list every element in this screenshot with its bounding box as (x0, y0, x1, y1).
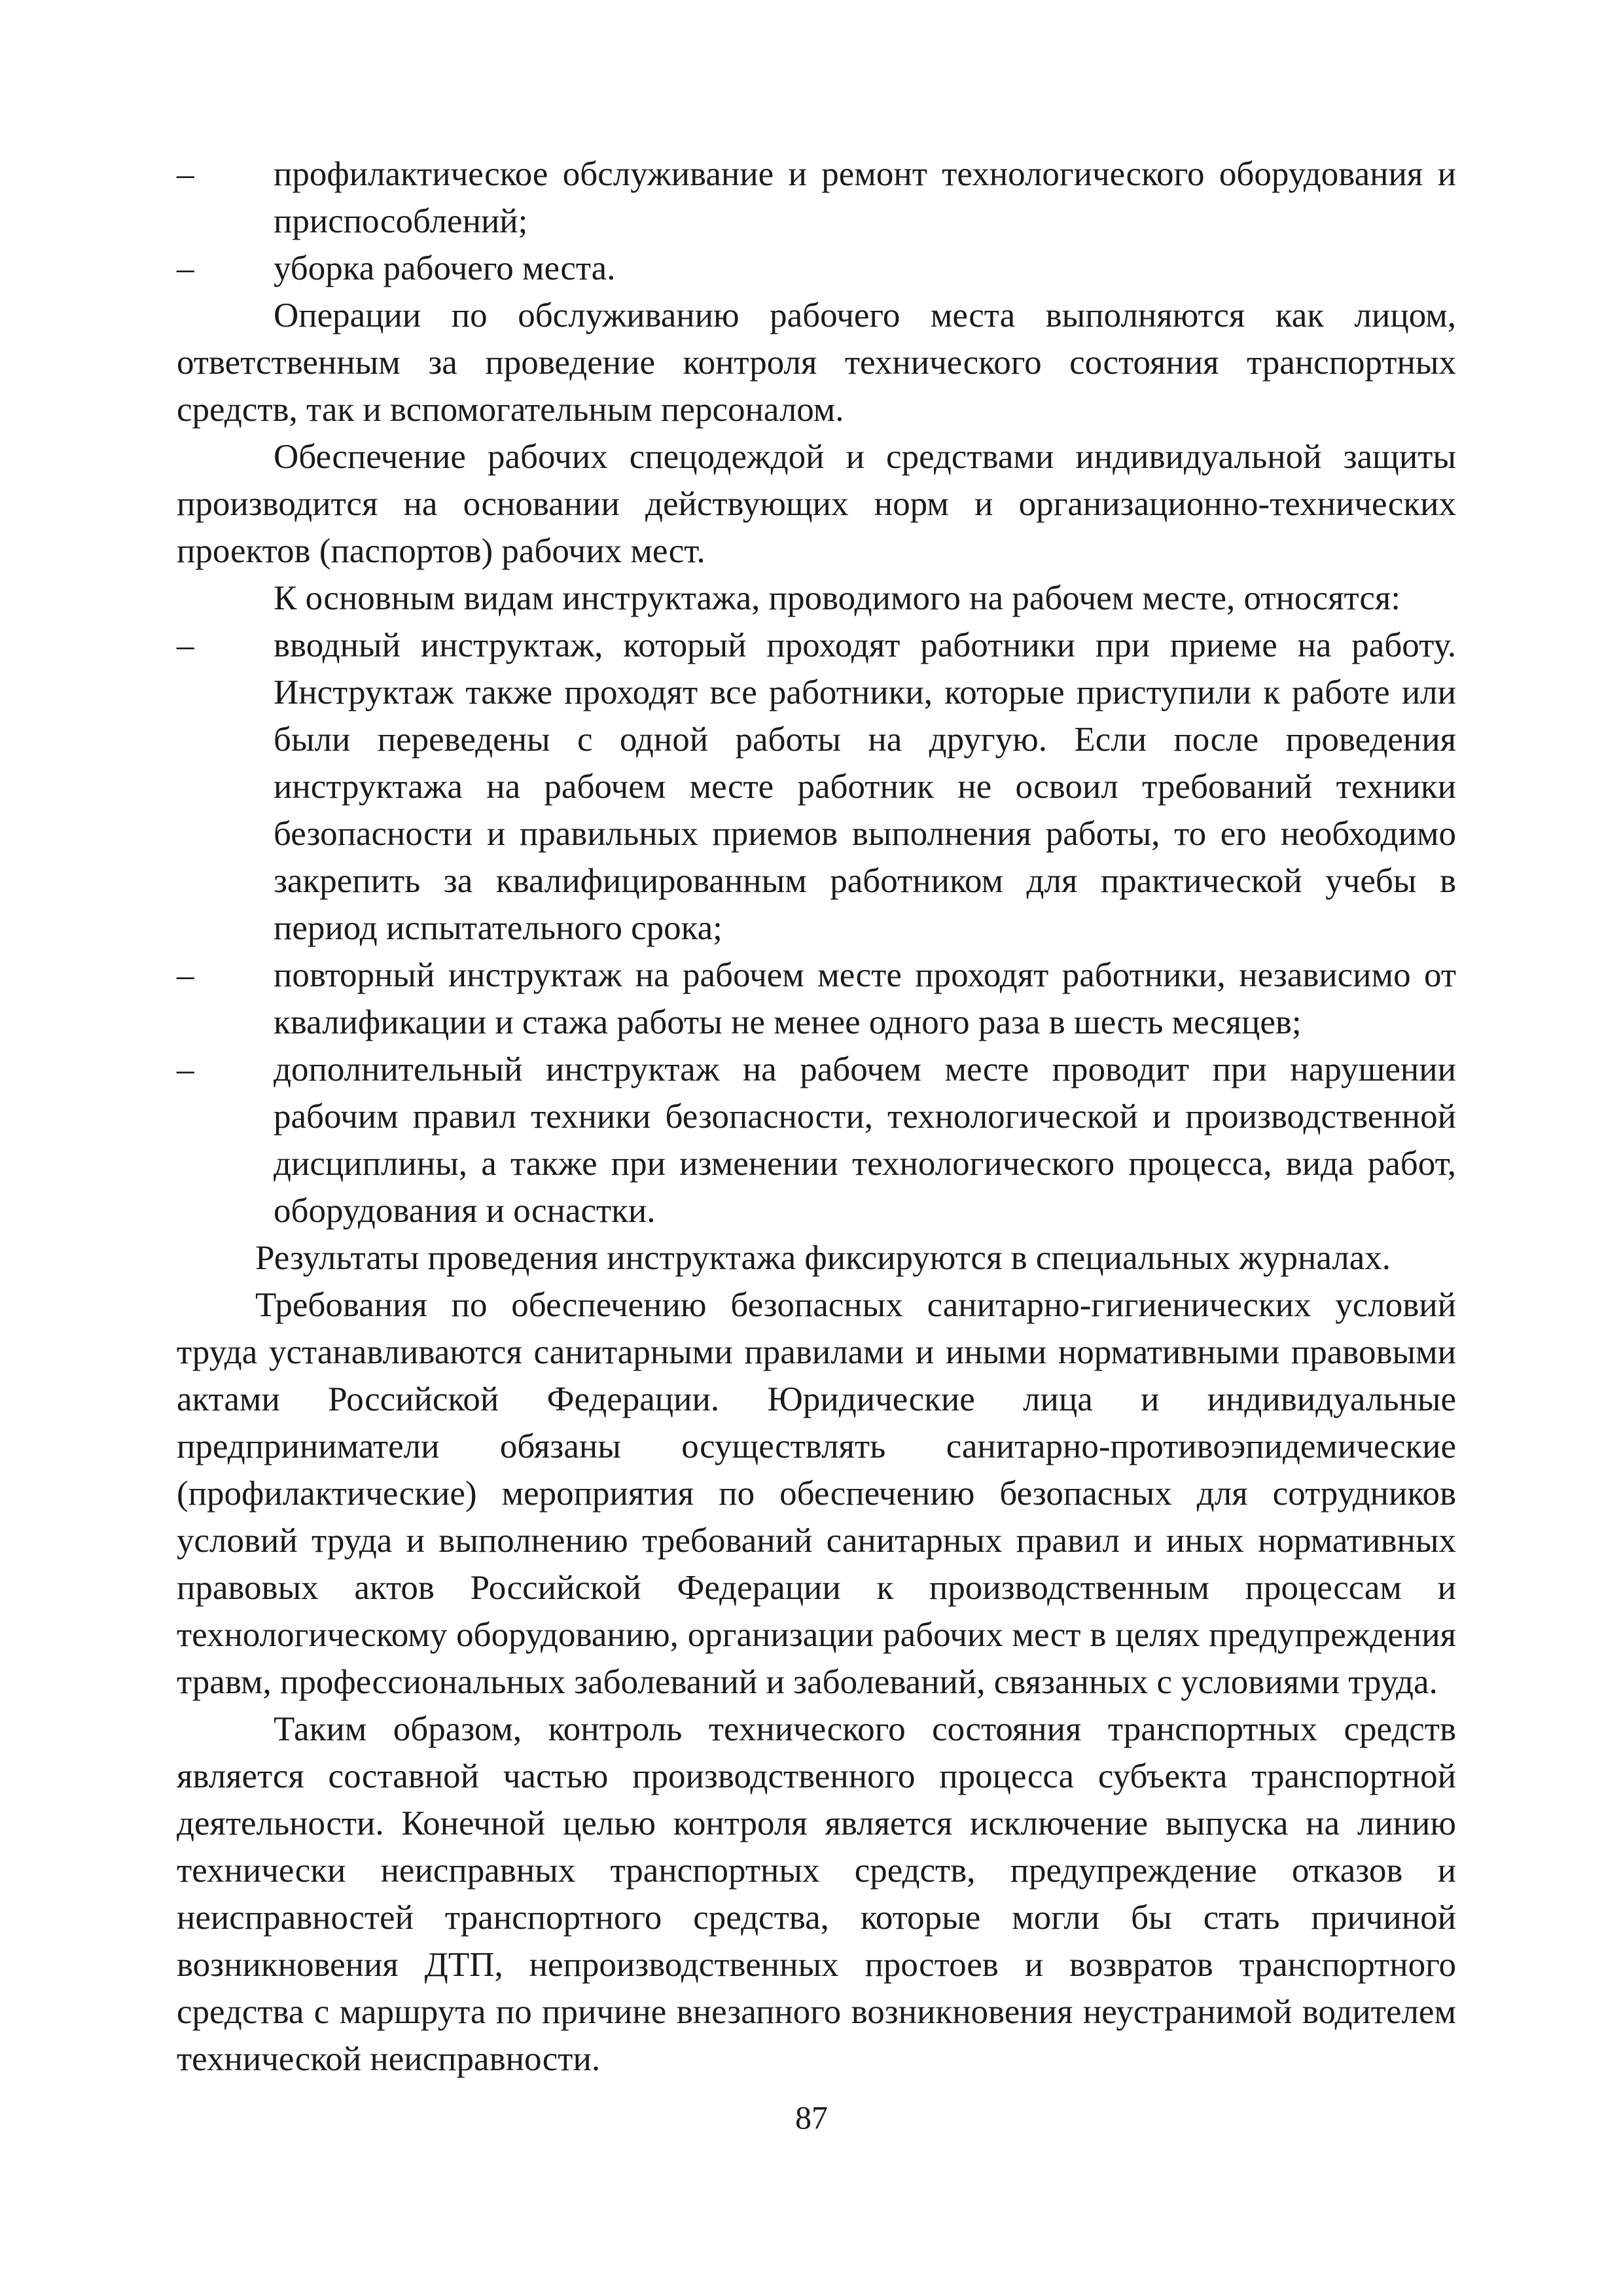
dash-marker: – (177, 155, 194, 193)
paragraph-protective-equipment: Обеспечение рабочих спецодеждой и средствами индивидуальной защиты производится на основании действующих норм и организационно-технических проектов (паспортов) рабочих мест. (177, 438, 1456, 570)
dash-marker: – (177, 956, 194, 994)
list-item-text: уборка рабочего места. (274, 249, 616, 287)
list-item (177, 622, 1456, 952)
list-item (177, 1046, 1456, 1234)
paragraph-sanitary-requirements: Требования по обеспечению безопасных санитарно-гигиенических условий труда устанавливаются санитарными правилами и иными нормативными правовыми актами Российской Федерации. Юридические лица и индивидуальные предприниматели обязаны осуществлять санитарно-противоэпидемические (профилактические) мероприятия по обеспечению безопасных для сотрудников условий труда и выполнению требований санитарных правил и иных нормативных правовых актов Российской Федерации к производственным процессам и технологическому оборудованию, организации рабочих мест в целях предупреждения травм, профессиональных заболеваний и заболеваний, связанных с условиями труда. (177, 1286, 1456, 1701)
paragraph-briefing-types-intro: К основным видам инструктажа, проводимого на рабочем месте, относятся: (274, 579, 1400, 617)
list-item-text: вводный инструктаж, который проходят работники при приеме на работу. Инструктаж также проходят все работники, которые приступили к работе или были переведены с одной работы на другую. Если после проведения инструктажа на рабочем месте работник не освоил требований техники безопасности и правильных приемов выполнения работы, то его необходимо закрепить за квалифицированным работником для практической учебы в период испытательного срока; (274, 626, 1456, 947)
page-number: 87 (795, 2099, 828, 2136)
paragraph-briefing-results: Результаты проведения инструктажа фиксируются в специальных журналах. (255, 1239, 1391, 1277)
list-item (177, 151, 1456, 245)
paragraph-conclusion: Таким образом, контроль технического состояния транспортных средств является составной частью производственного процесса субъекта транспортной деятельности. Конечной целью контроля является исключение выпуска на линию технически неисправных транспортных средств, предупреждение отказов и неисправностей транспортного средства, которые могли бы стать причиной возникновения ДТП, непроизводственных простоев и возвратов транспортного средства с маршрута по причине внезапного возникновения неустранимой водителем технической неисправности. (177, 1710, 1456, 2078)
page-body (177, 151, 1456, 2083)
list-item (177, 952, 1456, 1046)
dash-marker: – (177, 249, 194, 287)
list-item (177, 245, 1456, 292)
list-item-text: дополнительный инструктаж на рабочем месте проводит при нарушении рабочим правил техники безопасности, технологической и производственной дисциплины, а также при изменении технологического процесса, вида работ, оборудования и оснастки. (274, 1050, 1456, 1230)
list-item-text: повторный инструктаж на рабочем месте проходят работники, независимо от квалификации и стажа работы не менее одного раза в шесть месяцев; (274, 956, 1456, 1041)
dash-marker: – (177, 626, 194, 664)
dash-marker: – (177, 1050, 194, 1088)
list-item-text: профилактическое обслуживание и ремонт технологического оборудования и приспособлений; (274, 155, 1456, 240)
paragraph-maintenance-operations: Операции по обслуживанию рабочего места выполняются как лицом, ответственным за проведение контроля технического состояния транспортных средств, так и вспомогательным персоналом. (177, 296, 1456, 429)
